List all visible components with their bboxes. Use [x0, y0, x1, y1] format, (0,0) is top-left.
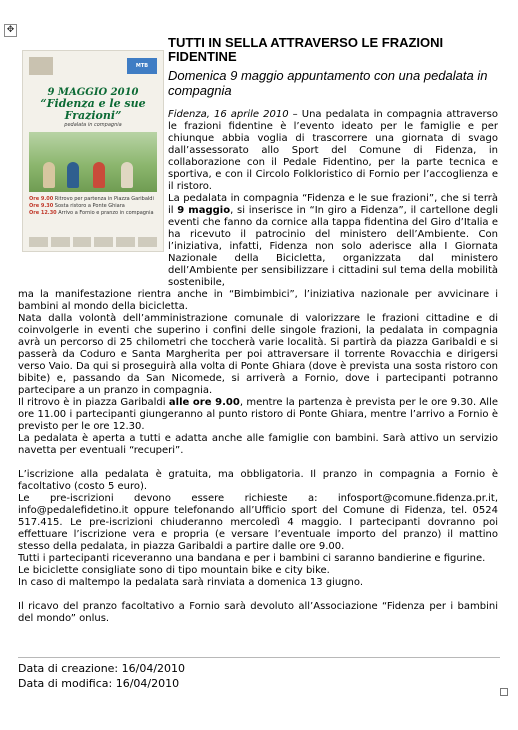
poster-date: 9 MAGGIO 2010: [47, 87, 139, 98]
creation-date: Data di creazione: 16/04/2010: [18, 662, 186, 675]
article-intro: [168, 109, 498, 289]
article-title: TUTTI IN SELLA ATTRAVERSO LE FRAZIONI FIDENTINE: [168, 35, 444, 64]
poster-schedule-item: Ore 12.30 Arrivo a Fornio e pranzo in compagnia: [29, 210, 154, 216]
move-arrows-icon[interactable]: ✥: [4, 24, 17, 37]
paragraph-6: L’iscrizione alla pedalata è gratuita, ma obbligatoria. Il pranzo in compagnia a Fornio è facoltativo (costo 5 euro).: [18, 469, 498, 492]
paragraph-11: Il ricavo del pranzo facoltativo a Fornio sarà devoluto all’Associazione “Fidenza per i bambini del mondo” onlus.: [18, 601, 498, 624]
event-poster-image: [22, 50, 164, 252]
paragraph-3: Nata dalla volontà dell’amministrazione comunale di valorizzare le frazioni cittadine e di coinvolgerle in eventi che superino i confini delle singole frazioni, la pedalata in compagnia avrà un percorso di 25 chilometri che toccherà varie località. Si partirà da piazza Garibaldi e si passerà da Coduro e Santa Margherita per poi attraversare il torrente Rovacchia e dirigersi verso Vaio. Da qui si proseguirà alla volta di Ponte Ghiara (dove è prevista una sosta ristoro con bibite) e, passando da San Nicomede, si arriverà a Fornio, dove i partecipanti potranno partecipare a un pranzo in compagnia.: [18, 313, 499, 396]
paragraph-4: Il ritrovo è in piazza Garibaldi alle ore 9.00, mentre la partenza è prevista per le ore 9.30. Alle ore 11.00 i partecipanti giungeranno al punto ristoro di Ponte Ghiara, mentre l’arrivo a Fornio è previsto per le ore 12.30.: [18, 397, 499, 432]
poster-schedule-item: Ore 9.30 Sosta ristoro a Ponte Ghiara: [29, 203, 125, 209]
paragraph-1: Fidenza, 16 aprile 2010 – Una pedalata in compagnia attraverso le frazioni fidentine è l’evento ideato per le famiglie e per chiunque abbia voglia di trascorrere una giornata di svago dall’assessorato allo Sport del Comune di Fidenza, in collaborazione con il Pedale Fidentino, per la parte tecnica e sportiva, e con il Circolo Folkloristico di Fornio per l’accoglienza e il ristoro.: [168, 109, 498, 192]
sport-logo: MTB: [127, 58, 157, 74]
paragraph-10: In caso di maltempo la pedalata sarà rinviata a domenica 13 giugno.: [18, 577, 363, 588]
poster-title: “Fidenza e le sue Frazioni”: [40, 97, 146, 122]
modification-date: Data di modifica: 16/04/2010: [18, 677, 180, 690]
poster-sponsors: [29, 237, 157, 247]
article-subtitle: Domenica 9 maggio appuntamento con una pedalata in compagnia: [168, 68, 488, 98]
poster-header: [23, 51, 163, 81]
paragraph-9: Le biciclette consigliate sono di tipo mountain bike e city bike.: [18, 565, 330, 576]
poster-schedule-item: Ore 9.00 Ritrovo per partenza in Piazza Garibaldi: [29, 196, 154, 202]
paragraph-2-continued: ma la manifestazione rientra anche in “Bimbimbici”, l’iniziativa nazionale per avvicinare i bambini al mondo della bicicletta.: [18, 289, 498, 312]
paragraph-2: La pedalata in compagnia “Fidenza e le sue frazioni”, che si terrà il 9 maggio, si inserisce in “In giro a Fidenza”, il cartellone degli eventi che fanno da cornice alla tappa fidentina del Giro d’Italia e ha ricevuto il patrocinio del ministero dell’Ambiente. Con l’iniziativa, infatti, Fidenza non solo aderisce alla I Giornata Nazionale della Bicicletta, organizzata dal ministero dell’Ambiente per sensibilizzare i cittadini sul tema della mobilità sostenibile,: [168, 193, 498, 288]
cyclists-photo: [29, 132, 157, 192]
small-square-icon[interactable]: [500, 688, 508, 696]
article-meta: [18, 661, 185, 691]
paragraph-8: Tutti i partecipanti riceveranno una bandana e per i bambini ci saranno bandierine e figurine.: [18, 553, 486, 564]
poster-subtitle: pedalata in compagnia: [64, 122, 122, 128]
article-body: [18, 289, 498, 625]
paragraph-7: Le pre-iscrizioni devono essere richieste a: infosport@comune.fidenza.pr.it, info@pedalefidetino.it oppure telefonando all’Ufficio sport del Comune di Fidenza, tel. 0524 517.415. Le pre-iscrizioni chiuderanno mercoledì 4 maggio. I partecipanti dovranno poi effettuare l’iscrizione vera e propria (e versare l’eventuale importo del pranzo) il mattino stesso della pedalata, in piazza Garibaldi a partire dalle ore 9.00.: [18, 493, 498, 552]
divider: [18, 657, 500, 658]
poster-schedule: [29, 196, 157, 217]
municipality-logo: [29, 57, 53, 75]
paragraph-5: La pedalata è aperta a tutti e adatta anche alle famiglie con bambini. Sarà attivo un servizio navetta per eventuali “recuperi”.: [18, 433, 498, 456]
